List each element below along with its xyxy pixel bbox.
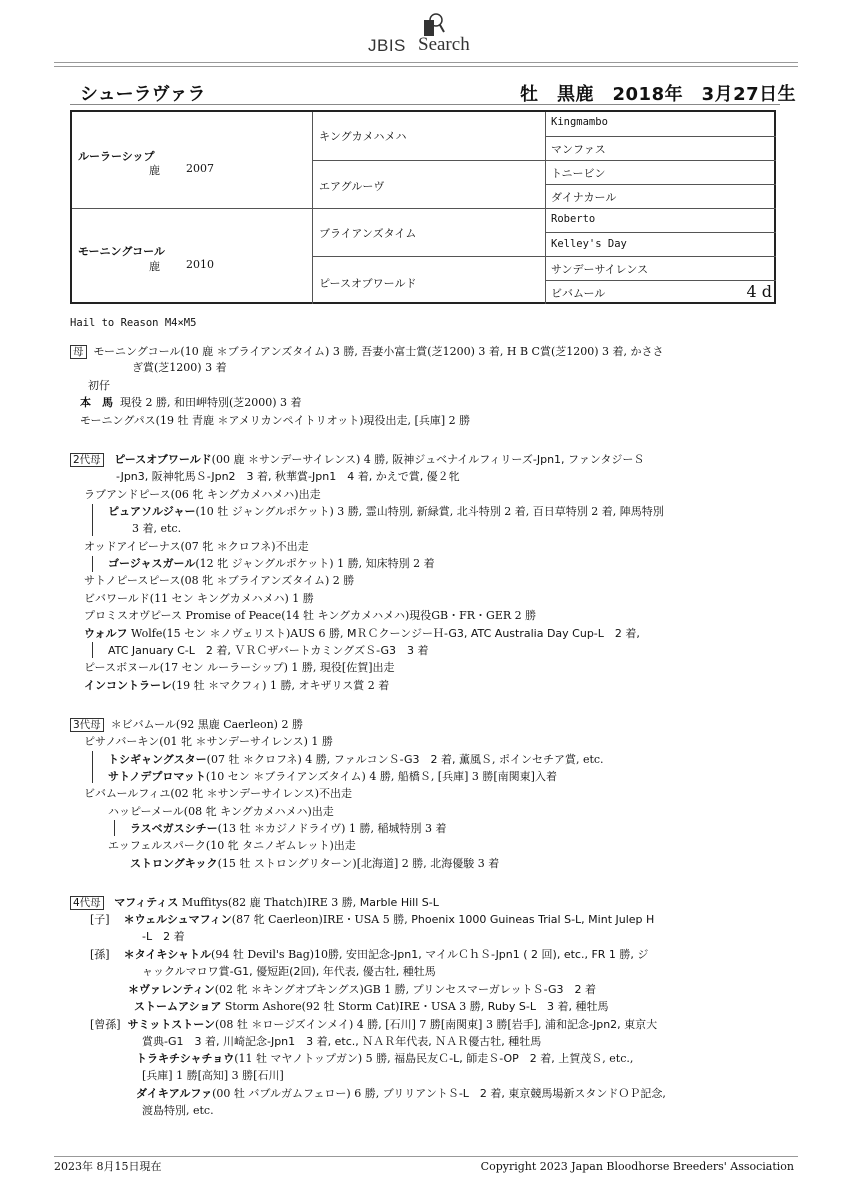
footer-date: 2023年 8月15日現在 [54,1160,162,1173]
pedigree-sdd: ダイナカール [545,184,776,208]
g3-line-7: ラスベガスシチー(13 牡 ＊カジノドライヴ) 1 勝, 稲城特別 3 着 [130,822,447,835]
g3-line-3: トシギャングスター(07 牡 ＊クロフネ) 4 勝, ファルコンＳ-G3 2 着, 薫風Ｓ, ポインセチア賞, etc. [108,753,604,766]
pedigree-sss: Kingmambo [545,112,776,136]
g2-line-7: ゴージャスガール(12 牝 ジャングルポケット) 1 勝, 知床特別 2 着 [108,557,435,570]
footer-copyright: Copyright 2023 Japan Bloodhorse Breeders' Association [480,1160,794,1173]
g4-line-9: 賞典-G1 3 着, 川崎記念-Jpn1 3 着, etc., ＮＡＲ年代表, ＮＡＲ優古牡, 種牡馬 [142,1035,542,1048]
g2-line-2: -Jpn3, 阪神牝馬Ｓ-Jpn2 3 着, 秋華賞-Jpn1 4 着, かえで賞, 優２牝 [116,470,460,483]
g3-line-6: ハッピーメール(08 牝 キングカメハメハ)出走 [108,805,334,818]
pedigree-dds: サンデーサイレンス [545,256,776,280]
logo-jbis-text: JBIS [368,36,406,55]
pedigree-dss: Roberto [545,208,776,232]
inbreeding-note: Hail to Reason M4×M5 [70,317,197,329]
g4-line-1: 4代母 マフィティス Muffitys(82 鹿 Thatch)IRE 3 勝, Marble Hill S-L [70,896,439,910]
g4-line-10: トラキチシャチョウ(11 牡 マヤノトップガン) 5 勝, 福島民友Ｃ-L, 師走Ｓ-OP 2 着, 上賀茂Ｓ, etc., [136,1052,634,1065]
sire-name: ルーラーシップ [78,150,155,163]
sire-color: 鹿 [149,164,160,177]
g2-line-5: 3 着, etc. [132,522,182,535]
g3-line-5: ビバムールフィユ(02 牝 ＊サンデーサイレンス)不出走 [84,787,352,800]
g2-line-3: ラブアンドピース(06 牝 キングカメハメハ)出走 [84,488,321,501]
section-tag-g3: 3代母 [70,718,104,732]
name-rule [70,104,780,105]
section-tag-g4: 4代母 [70,896,104,910]
g4-line-3: -L 2 着 [142,930,185,943]
footer-rule [54,1156,798,1157]
g2-line-12: ATC January C-L 2 着, ＶＲＣザバートカミングズＳ-G3 3 着 [108,644,429,657]
g3-bar-2 [114,820,115,836]
dam-section-line-3: 初仔 [88,379,110,392]
g4-line-2: [子] ＊ウェルシュマフィン(87 牝 Caerleon)IRE・USA 5 勝, Phoenix 1000 Guineas Trial S-L, Mint Julep H [90,913,655,926]
g2-bar-3 [92,642,93,658]
dam-name: モーニングコール [78,245,165,258]
g2-line-10: プロミスオヴピース Promise of Peace(14 牡 キングカメハメハ)現役GB・FR・GER 2 勝 [84,609,537,622]
g3-line-9: ストロングキック(15 牡 ストロングリターン)[北海道] 2 勝, 北海優駿 3 着 [130,857,500,870]
dam-section-line-4: 本 馬 現役 2 勝, 和田岬特別(芝2000) 3 着 [80,396,302,409]
g4-line-4: [孫] ＊タイキシャトル(94 牡 Devil's Bag)10勝, 安田記念-Jpn1, マイルＣｈＳ-Jpn1 ( 2 回), etc., FR 1 勝, ジ [90,948,649,961]
section-tag-g2: 2代母 [70,453,104,467]
pedigree-table [70,110,776,304]
g3-bar-1 [92,751,93,783]
g2-line-6: オッドアイビーナス(07 牝 ＊クロフネ)不出走 [84,540,309,553]
dam-cell [72,208,312,304]
g3-line-2: ピサノバーキン(01 牝 ＊サンデーサイレンス) 1 勝 [84,735,333,748]
pedigree-sds: トニービン [545,160,776,184]
sire-year: 2007 [186,162,214,175]
g4-line-12: ダイキアルファ(00 牡 バブルガムフェロー) 6 勝, ブリリアントＳ-L 2 着, 東京競馬場新スタンドＯＰ記念, [136,1087,666,1100]
g2-line-11: ウォルフ Wolfe(15 セン ＊ノヴェリスト)AUS 6 勝, MＲＣクーンジーＨ-G3, ATC Australia Day Cup-L 2 着, [84,627,640,640]
logo-search-text: Search [418,34,470,55]
g4-line-7: ストームアショア Storm Ashore(92 牡 Storm Cat)IRE・USA 3 勝, Ruby S-L 3 着, 種牡馬 [134,1000,609,1013]
g2-line-4: ピュアソルジャー(10 牡 ジャングルポケット) 3 勝, 霊山特別, 新緑賞, 北斗特別 2 着, 百日草特別 2 着, 陣馬特別 [108,505,664,518]
pedigree-sd: エアグルーヴ [312,160,545,208]
horse-name: シューラヴァラ [80,84,206,105]
dam-color: 鹿 [149,260,160,273]
g2-bar-1 [92,504,93,536]
g3-line-1: 3代母 ＊ビバムール(92 黒鹿 Caerleon) 2 勝 [70,718,303,732]
g2-line-9: ビバワールド(11 セン キングカメハメハ) 1 勝 [84,592,314,605]
dam-section-line-1: 母 モーニングコール(10 鹿 ＊ブライアンズタイム) 3 勝, 吾妻小富士賞(芝1200) 3 着, H B C賞(芝1200) 3 着, かささ [70,345,664,359]
g4-line-6: ＊ヴァレンティン(02 牝 ＊キングオブキングス)GB 1 勝, プリンセスマーガレットＳ-G3 2 着 [128,983,597,996]
dam-section-line-2: ぎ賞(芝1200) 3 着 [132,361,227,374]
pedigree-ds: ブライアンズタイム [312,208,545,256]
sire-cell [72,112,312,208]
g2-line-1: 2代母 ピースオブワールド(00 鹿 ＊サンデーサイレンス) 4 勝, 阪神ジュベナイルフィリーズ-Jpn1, ファンタジーＳ [70,453,644,467]
g2-line-14: インコントラーレ(19 牡 ＊マクフィ) 1 勝, オキザリス賞 2 着 [84,679,390,692]
g4-line-8: [曾孫] サミットストーン(08 牡 ＊ロージズインメイ) 4 勝, [石川] 7 勝[南関東] 3 勝[岩手], 浦和記念-Jpn2, 東京大 [90,1018,658,1031]
family-number: 4 d [746,282,772,301]
pedigree-dd: ピースオブワールド [312,256,545,304]
g3-line-4: サトノデプロマット(10 セン ＊ブライアンズタイム) 4 勝, 船橋Ｓ, [兵庫] 3 勝[南関東]入着 [108,770,557,783]
dam-section-line-5: モーニングパス(19 牡 青鹿 ＊アメリカンペイトリオット)現役出走, [兵庫] 2 勝 [80,414,471,427]
g3-line-8: エッフェルスパーク(10 牝 タニノギムレット)出走 [108,839,356,852]
g2-line-13: ピースボヌール(17 セン ルーラーシップ) 1 勝, 現役[佐賀]出走 [84,661,395,674]
section-tag-dam: 母 [70,345,87,359]
g2-line-8: サトノピースピース(08 牝 ＊ブライアンズタイム) 2 勝 [84,574,355,587]
header-rule [54,62,798,67]
pedigree-ss: キングカメハメハ [312,112,545,160]
dam-year: 2010 [186,258,214,271]
g4-line-11: [兵庫] 1 勝[高知] 3 勝[石川] [142,1069,284,1082]
pedigree-ssd: マンファス [545,136,776,160]
horse-info: 牡 黒鹿 2018年 3月27日生 [520,84,797,105]
jbis-search-logo [368,12,498,56]
pedigree-dsd: Kelley's Day [545,232,776,256]
g4-line-5: ャックルマロワ賞-G1, 優短距(2回), 年代表, 優古牡, 種牡馬 [142,965,436,978]
g4-line-13: 渡島特別, etc. [142,1104,214,1117]
pedigree-ddd: ビバムール 4 d [545,280,776,304]
g2-bar-2 [92,556,93,572]
